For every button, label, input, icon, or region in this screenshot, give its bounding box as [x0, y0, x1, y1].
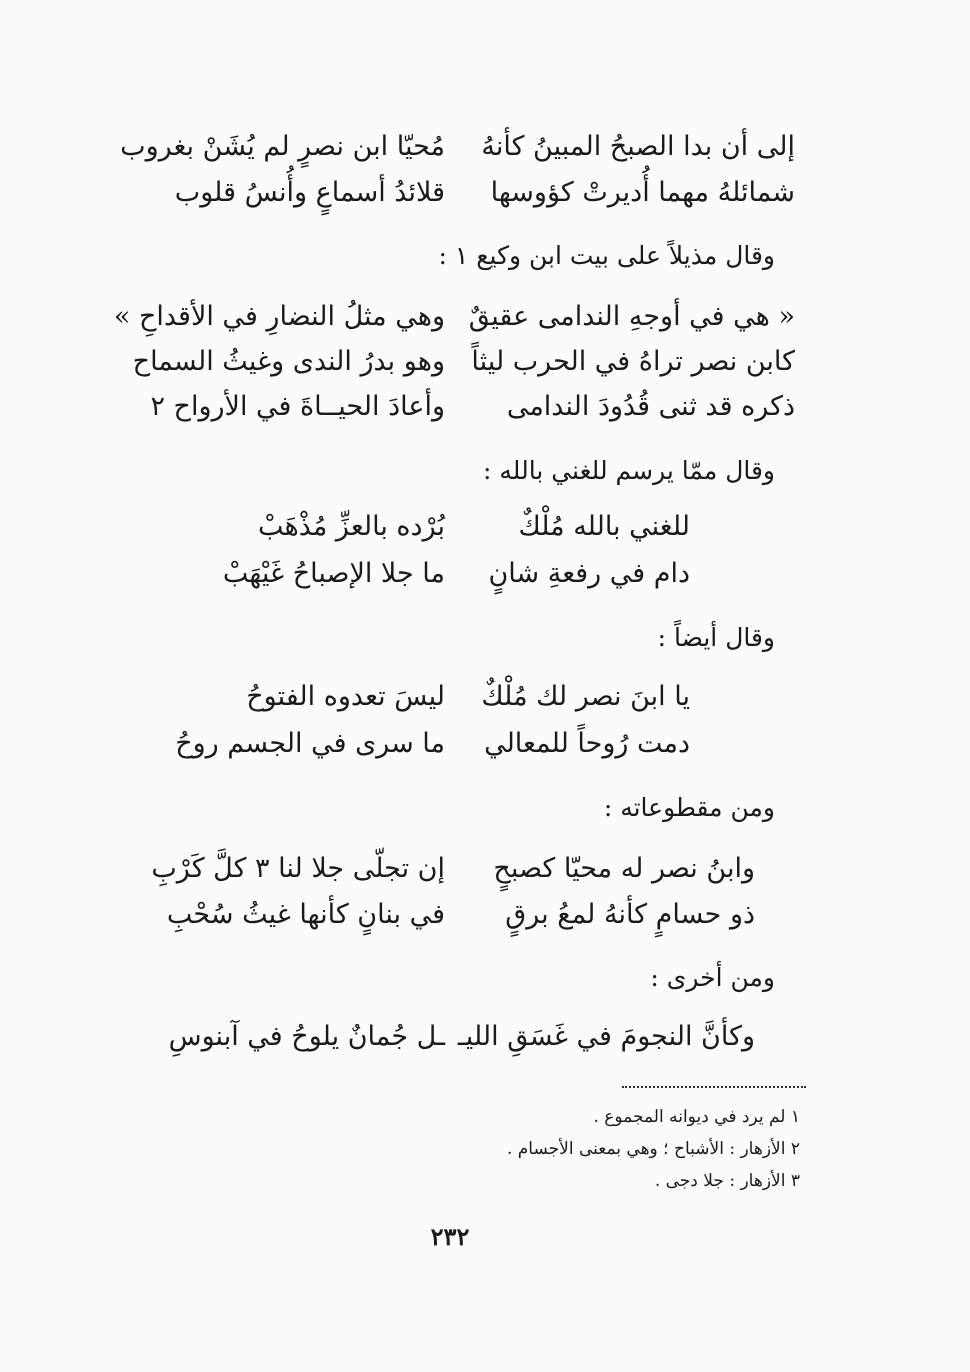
verse-12-right-hemistich: وكأنَّ النجومَ في غَسَقِ الليـ: [457, 1021, 755, 1052]
verse-4-right-hemistich: كابن نصر تراهُ في الحرب ليثاً: [471, 346, 795, 377]
verse-2-left-hemistich: قلائدُ أسماعٍ وأُنسُ قلوب: [174, 177, 445, 208]
intro-ukhra: ومن أخرى :: [650, 963, 775, 992]
verse-3-right-hemistich: « هي في أوجهِ الندامى عقيقٌ: [468, 301, 795, 332]
verse-2-right-hemistich: شمائلهُ مهما أُديرتْ كؤوسها: [490, 177, 795, 208]
verse-7-left-hemistich: ما جلا الإصباحُ غَيْهَبْ: [222, 558, 445, 589]
verse-8-right-hemistich: يا ابنَ نصر لك مُلْكٌ: [481, 681, 690, 712]
footnote-1: ١ لم يرد في ديوانه المجموع .: [593, 1107, 800, 1127]
verse-12-left-hemistich: ـل جُمانٌ يلوحُ في آبنوسِ: [168, 1021, 445, 1052]
verse-10-left-hemistich: إن تجلّى جلا لنا ٣ كلَّ كَرْبِ: [151, 853, 445, 884]
verse-5-right-hemistich: ذكره قد ثنى قُدُودَ الندامى: [506, 391, 795, 422]
verse-10-right-hemistich: وابنُ نصر له محيّا كصبحٍ: [493, 853, 755, 884]
intro-maqtuat: ومن مقطوعاته :: [603, 793, 775, 822]
intro-dhayl-ibn-wakie: وقال مذيلاً على بيت ابن وكيع ١ :: [438, 241, 775, 270]
verse-1-right-hemistich: إلى أن بدا الصبحُ المبينُ كأنهُ: [481, 131, 795, 162]
verse-9-left-hemistich: ما سرى في الجسم روحُ: [175, 728, 445, 759]
verse-1-left-hemistich: مُحيّا ابن نصرٍ لم يُشَنْ بغروب: [120, 131, 445, 162]
verse-5-left-hemistich: وأعادَ الحيــاةَ في الأرواح ٢: [150, 391, 445, 422]
verse-4-left-hemistich: وهو بدرُ الندى وغيثُ السماح: [132, 346, 445, 377]
verse-6-left-hemistich: بُرْده بالعزِّ مُذْهَبْ: [257, 511, 445, 542]
page-number: ٢٣٢: [430, 1222, 470, 1251]
verse-11-left-hemistich: في بنانٍ كأنها غيثُ سُحْبِ: [166, 899, 445, 930]
verse-9-right-hemistich: دمت رُوحاً للمعالي: [484, 728, 690, 759]
footnote-2: ٢ الأزهار : الأشباح ؛ وهي بمعنى الأجسام .: [506, 1139, 800, 1159]
footnote-3: ٣ الأزهار : جلا دجى .: [654, 1171, 800, 1191]
verse-11-right-hemistich: ذو حسامٍ كأنهُ لمعُ برقٍ: [505, 899, 755, 930]
verse-8-left-hemistich: ليسَ تعدوه الفتوحُ: [246, 681, 445, 712]
intro-ghani-billah: وقال ممّا يرسم للغني بالله :: [483, 456, 775, 485]
footnote-separator: [622, 1086, 806, 1088]
intro-aydan: وقال أيضاً :: [657, 623, 775, 652]
verse-6-right-hemistich: للغني بالله مُلْكٌ: [518, 511, 690, 542]
verse-7-right-hemistich: دام في رفعةِ شانٍ: [488, 558, 690, 589]
verse-3-left-hemistich: وهي مثلُ النضارِ في الأقداحِ »: [113, 301, 445, 332]
